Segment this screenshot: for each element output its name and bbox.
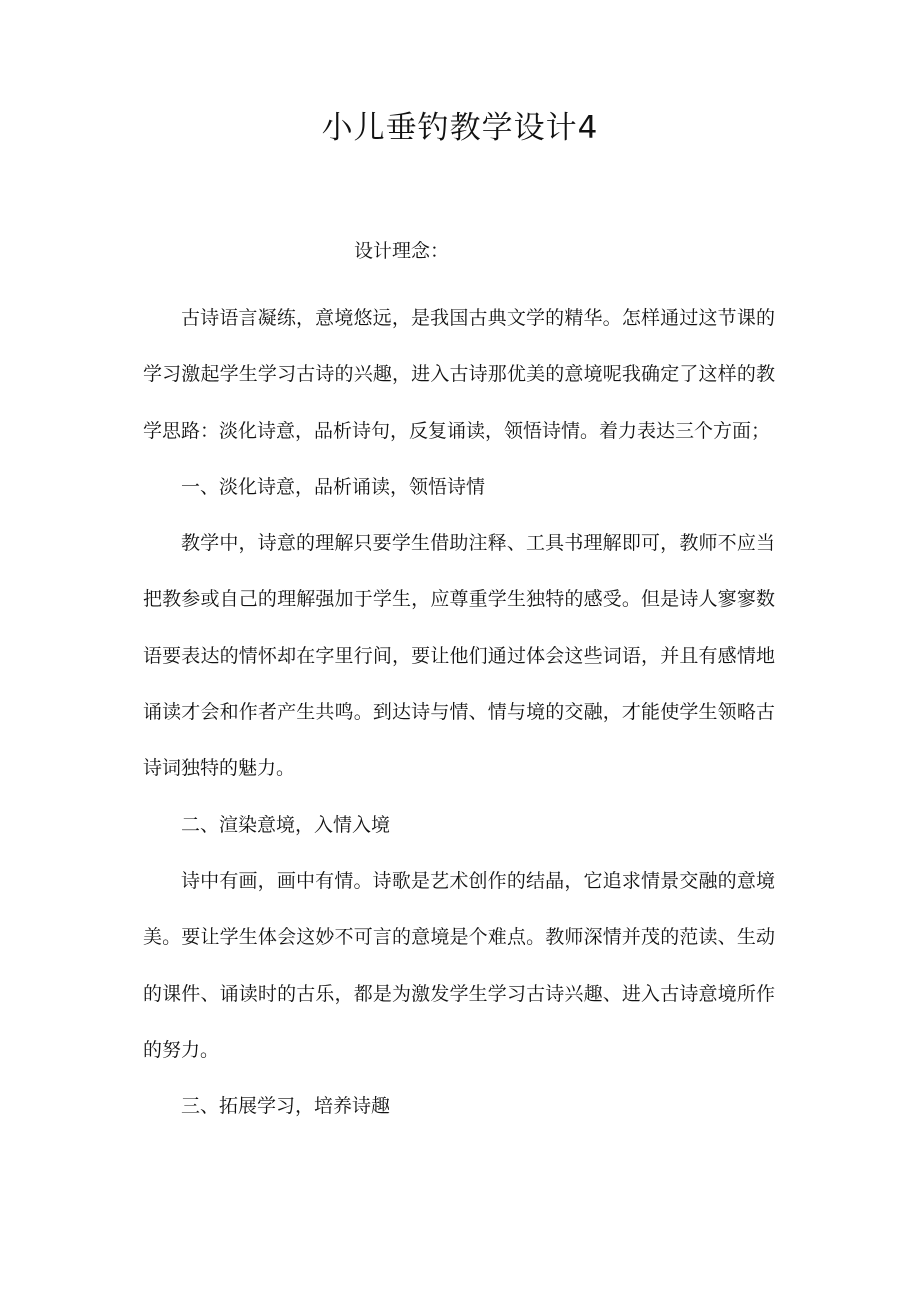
document-title: 小儿垂钓教学设计4 bbox=[321, 110, 599, 146]
paragraph-point-one-body: 教学中，诗意的理解只要学生借助注释、工具书理解即可，教师不应当把教参或自己的理解强加于学生，应尊重学生独特的感受。但是诗人寥寥数语要表达的情怀却在字里行间，要让他们通过体会这些词语，并且有感情地诵读才会和作者产生共鸣。到达诗与情、情与境的交融，才能使学生领略古诗词独特的魅力。 bbox=[143, 532, 775, 780]
paragraph-point-three-heading: 三、拓展学习，培养诗趣 bbox=[181, 1095, 391, 1118]
section-heading-design-concept: 设计理念： bbox=[354, 240, 450, 262]
document-body bbox=[143, 290, 775, 1134]
paragraph-point-two-heading: 二、渲染意境，入情入境 bbox=[181, 813, 391, 836]
paragraph-intro: 古诗语言凝练，意境悠远，是我国古典文学的精华。怎样通过这节课的学习激起学生学习古诗的兴趣，进入古诗那优美的意境呢我确定了这样的教学思路：淡化诗意，品析诗句，反复诵读，领悟诗情。着力表达三个方面； bbox=[143, 307, 775, 442]
paragraph-point-one-heading: 一、淡化诗意，品析诵读，领悟诗情 bbox=[181, 475, 486, 498]
paragraph-point-two-body: 诗中有画，画中有情。诗歌是艺术创作的结晶，它追求情景交融的意境美。要让学生体会这妙不可言的意境是个难点。教师深情并茂的范读、生动的课件、诵读时的古乐，都是为激发学生学习古诗兴趣、进入古诗意境所作的努力。 bbox=[143, 869, 775, 1061]
